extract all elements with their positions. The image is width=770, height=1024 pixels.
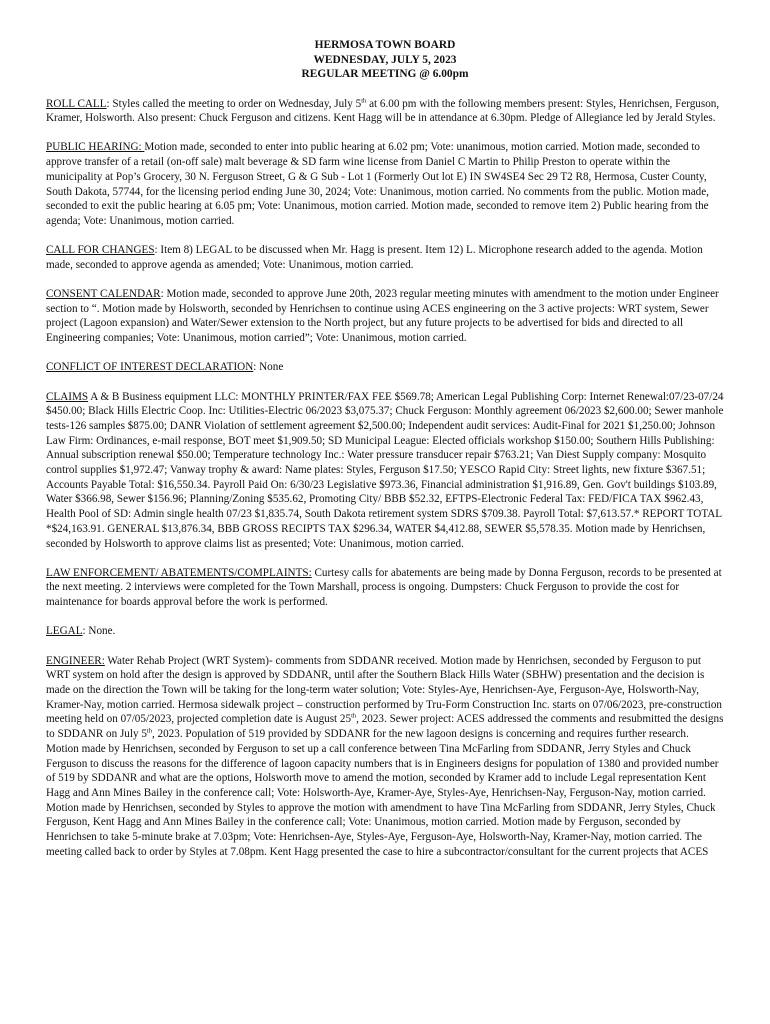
roll-call-text-a: : Styles called the meeting to order on Wednesday, July 5 bbox=[106, 97, 362, 110]
public-hearing-section bbox=[46, 140, 724, 228]
law-enforcement-text: Curtesy calls for abatements are being made by Donna Ferguson, records to be presented at the next meeting. 2 interviews were completed for the Town Marshall, process is ongoing. Dumpsters: Chuck Ferguson to provide the cost for maintenance for boards approval before the work is performed. bbox=[46, 566, 722, 609]
engineer-text-c: , 2023. Population of 519 provided by SDDANR for the new lagoon designs is concerning and requires further research. Motion made by Henrichsen, seconded by Ferguson to set up a call conference between Tina McFarling from SDDANR, Jerry Styles and Chuck Ferguson to discuss the reasons for the difference of lagoon capacity numbers that is in Engineers designs for population of 1380 and provided number of 519 by SDDANR and what are the options, Holsworth move to amend the motion, seconded by Kramer add to include Legal representation Kent Hagg and Ann Mines Bailey in the conference call; Vote: Holsworth-Aye, Kramer-Aye, Styles-Aye, Henrichsen-Nay, Ferguson-Nay, motion carried. Motion made by Henrichsen, seconded by Styles to approve the motion with amendment to have Tina McFarling from SDDANR, Jerry Styles, Chuck Ferguson, Kent Hagg and Ann Mines Bailey in the conference call; Vote: Unanimous, motion carried. Motion made by Ferguson, seconded by Henrichsen to take 5-minute brake at 7.03pm; Vote: Henrichsen-Aye, Styles-Aye, Ferguson-Aye, Holsworth-Nay, Kramer-Nay, motion carried. The meeting called back to order by Styles at 7.08pm. Kent Hagg presented the case to hire a subcontractor/consultant for the current projects that ACES bbox=[46, 728, 719, 858]
meeting-date: WEDNESDAY, JULY 5, 2023 bbox=[313, 53, 457, 66]
engineer-text-b: , 2023. Sewer project: ACES addressed the comments and resubmitted the designs to SDDANR on July 5 bbox=[46, 713, 724, 741]
legal-heading: LEGAL bbox=[46, 625, 83, 638]
legal-section bbox=[46, 624, 724, 639]
claims-heading: CLAIMS bbox=[46, 390, 89, 403]
call-for-changes-text: : Item 8) LEGAL to be discussed when Mr. Hagg is present. Item 12) L. Microphone research added to the agenda. Motion made, seconded to approve agenda as amended; Vote: Unanimous, motion carried. bbox=[46, 244, 703, 271]
legal-text: : None. bbox=[82, 625, 116, 638]
roll-call-text-b: at 6.00 pm with the following members present: Styles, Henrichsen, Ferguson, Kramer, Holsworth. Also present: Chuck Ferguson and citizens. Kent Hagg will be in attendance at 6.30pm. Pledge of Allegiance led by Jerald Styles. bbox=[46, 97, 720, 125]
engineer-superscript-1: th bbox=[351, 712, 357, 720]
conflict-section bbox=[46, 360, 724, 375]
meeting-type: REGULAR MEETING @ 6.00pm bbox=[301, 68, 469, 80]
law-enforcement-section bbox=[46, 566, 724, 610]
call-for-changes-heading: CALL FOR CHANGES bbox=[46, 244, 155, 257]
claims-section bbox=[46, 390, 724, 552]
conflict-text: : None bbox=[253, 361, 284, 374]
call-for-changes-section bbox=[46, 243, 724, 272]
engineer-heading: ENGINEER: bbox=[46, 654, 105, 667]
conflict-heading: CONFLICT OF INTEREST DECLARATION bbox=[46, 361, 254, 374]
roll-call-heading: ROLL CALL bbox=[46, 97, 107, 110]
consent-calendar-section bbox=[46, 287, 724, 346]
engineer-text-a: Water Rehab Project (WRT System)- comments from SDDANR received. Motion made by Henrichsen, seconded by Ferguson to put WRT system on hold after the design is approved by SDDANR, until after the Southern Black Hills Water (SBHW) presentation and the decision is made on the direction the Town will be taking for the long-term water solution; Vote: Styles-Aye, Henrichsen-Aye, Ferguson-Aye, Holsworth-Nay, Kramer-Nay, motion carried. Hermosa sidewalk project – construction performed by Tru-Form Construction Inc. starts on 07/06/2023, pre-construction meeting held on 07/05/2023, projected completion date is August 25 bbox=[46, 654, 723, 726]
roll-call-superscript: th bbox=[361, 96, 367, 104]
consent-calendar-heading: CONSENT CALENDAR bbox=[46, 288, 161, 301]
document-header bbox=[46, 38, 724, 82]
claims-text: A & B Business equipment LLC: MONTHLY PRINTER/FAX FEE $569.78; American Legal Publishing Corp: Internet Renewal:07/23-07/24 $450.00; Black Hills Electric Coop. Inc: Utilities-Electric 06/2023 $3,075.37; Chuck Ferguson: Monthly agreement 06/2023 $2,600.00; Sewer manhole tests-126 samples $875.00; DANR Violation of settlement agreement $2,500.00; Independent audit services: Audit-Final for 2021 $1,250.00; Johnson Law Firm: Ordinances, e-mail response, BOT meet $1,909.50; SD Municipal League: Elected officials workshop $150.00; Southern Hills Publishing: Annual subscription renewal $50.00; Temperature technology Inc.: Water pressure transducer repair $763.21; Van Diest Supply company: Mosquito control supplies $1,972.47; Vanway trophy & award: Name plates: Styles, Ferguson $17.50; YESCO Rapid City: Street lights, new fixture $367.51; Accounts Payable Total: $16,550.34. Payroll Paid On: 6/30/23 Legislative $973.36, Financial administration $1,916.89, Gen. Gov't buildings $103.89, Water $366.98, Sewer $156.96; Planning/Zoning $535.62, Promoting City/ BBB $52.32, EFTPS-Electronic Federal Tax: FED/FICA TAX $962.43, Health Pool of SD: Admin single health 07/23 $1,835.74, South Dakota retirement system SDRS $709.38. Payroll Total: $7,613.57.* REPORT TOTAL *$24,163.91. GENERAL $13,876.34, BBB GROSS RECIPTS TAX $296.34, WATER $4,412.88, SEWER $5,578.35. Motion made by Henrichsen, seconded by Holsworth to approve claims list as presented; Vote: Unanimous, motion carried. bbox=[46, 390, 724, 550]
public-hearing-heading: PUBLIC HEARING: bbox=[46, 141, 145, 154]
board-title: HERMOSA TOWN BOARD bbox=[314, 39, 456, 51]
roll-call-section bbox=[46, 97, 724, 126]
engineer-section bbox=[46, 654, 724, 860]
law-enforcement-heading: LAW ENFORCEMENT/ ABATEMENTS/COMPLAINTS: bbox=[46, 566, 312, 579]
public-hearing-text: Motion made, seconded to enter into public hearing at 6.02 pm; Vote: unanimous, motion carried. Motion made, seconded to approve transfer of a retail (on-off sale) malt beverage & SD farm wine license from Daniel C Martin to Philip Preston to operate within the municipality at Pop’s Grocery, 30 N. Ferguson Street, G & G Sub - Lot 1 (Formerly Out lot E) IN SW4SE4 Sec 29 T2 R8, Hermosa, Custer County, South Dakota, 57744, for the licensing period ending June 30, 2024; Vote: Unanimous, motion carried. No comments from the public. Motion made, seconded to exit the public hearing at 6.05 pm; Vote: Unanimous, motion carried. Motion made, seconded to remove item 2) Public hearing from the agenda; Vote: Unanimous, motion carried. bbox=[46, 141, 709, 227]
engineer-superscript-2: th bbox=[146, 727, 152, 735]
consent-calendar-text: : Motion made, seconded to approve June 20th, 2023 regular meeting minutes with amendment to the motion under Engineer section to “. Motion made by Holsworth, seconded by Henrichsen to continue using ACES engineering on the 3 active projects: WRT system, Sewer project (Lagoon expansion) and Water/Sewer extension to the North project, but any future projects to be advertised for bids and directed to all Engineering companies; Vote: Unanimous, motion carried”; Vote: Unanimous, motion carried. bbox=[46, 288, 719, 345]
